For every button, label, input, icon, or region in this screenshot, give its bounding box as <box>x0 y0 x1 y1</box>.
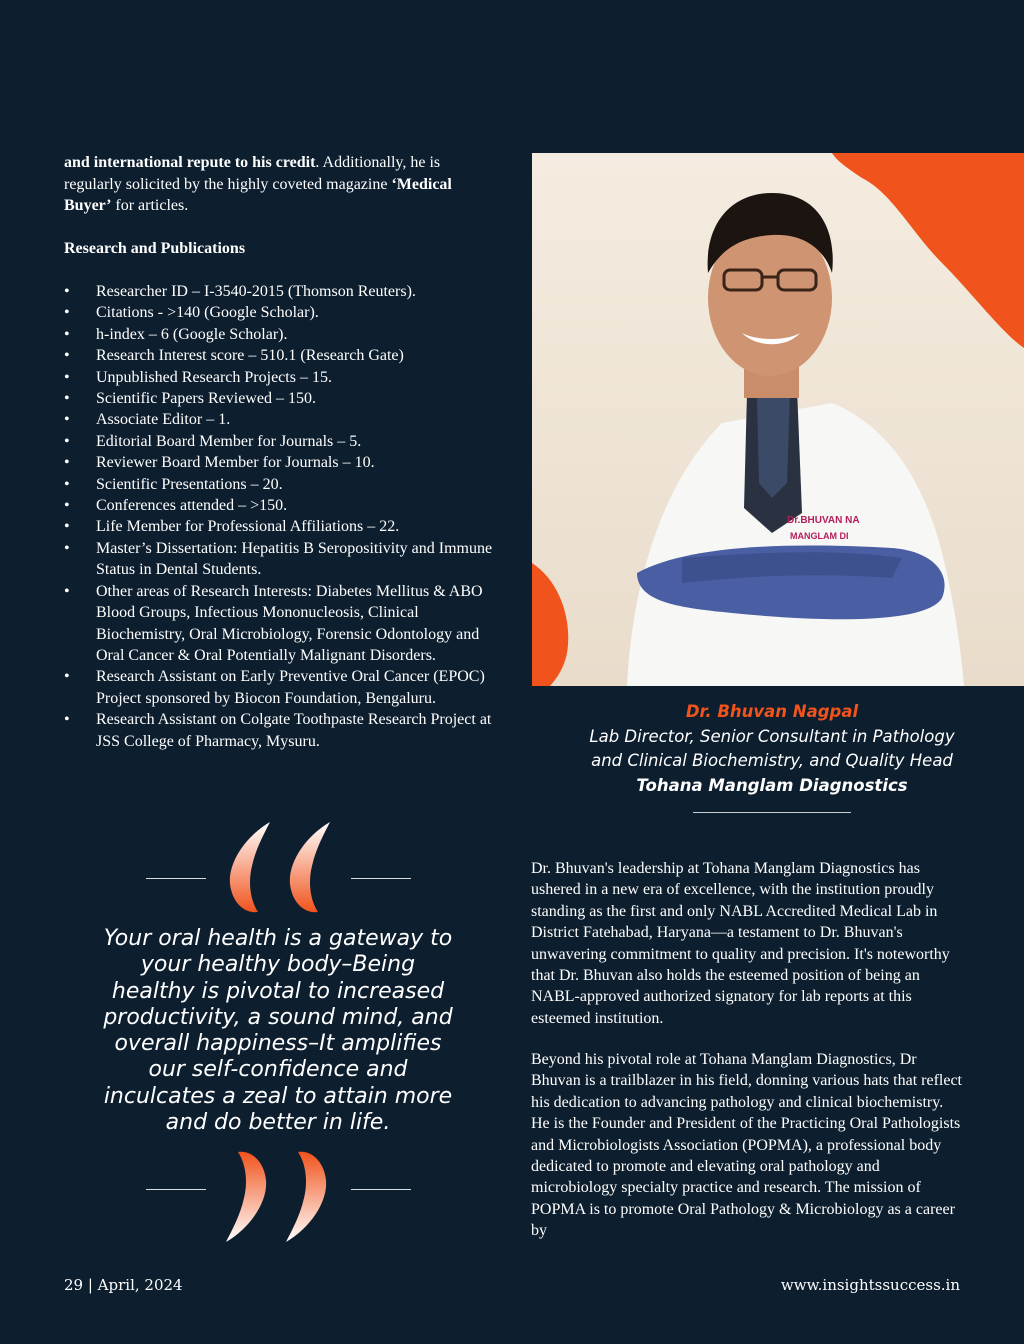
research-item-text: Research Interest score – 510.1 (Research Gate) <box>96 347 404 365</box>
research-item-text: Scientific Papers Reviewed – 150. <box>96 390 316 408</box>
research-list-item <box>64 409 494 430</box>
research-list-item <box>64 324 494 345</box>
research-list-item <box>64 367 494 388</box>
intro-text-2: for articles. <box>111 197 189 214</box>
bullet-icon: • <box>64 518 70 536</box>
research-item-text: Research Assistant on Colgate Toothpaste Research Project at JSS College of Pharmacy, Mysuru. <box>96 711 492 750</box>
research-list-item <box>64 302 494 323</box>
quote-rule-bottom-left <box>146 1189 206 1190</box>
bullet-icon: • <box>64 325 70 343</box>
bullet-icon: • <box>64 668 70 686</box>
research-item-text: Researcher ID – I-3540-2015 (Thomson Reuters). <box>96 283 416 300</box>
research-list-item <box>64 474 494 495</box>
research-list-item <box>64 345 494 366</box>
research-item-text: Research Assistant on Early Preventive Oral Cancer (EPOC) Project sponsored by Biocon Foundation, Bengaluru. <box>96 668 485 707</box>
research-list <box>64 281 494 752</box>
caption-divider <box>693 812 851 813</box>
research-list-item <box>64 388 494 409</box>
research-list-item <box>64 666 494 709</box>
research-item-text: Citations - >140 (Google Scholar). <box>96 304 319 322</box>
website-link[interactable]: www.insightssuccess.in <box>780 1276 960 1294</box>
research-list-item <box>64 281 494 302</box>
research-item-text: Reviewer Board Member for Journals – 10. <box>96 454 375 472</box>
intro-bold-lead: and international repute to his credit <box>64 154 316 171</box>
research-item-text: Life Member for Professional Affiliations – 22. <box>96 518 400 536</box>
bullet-icon: • <box>64 411 70 429</box>
bullet-icon: • <box>64 283 70 300</box>
caption-title-line-1: Lab Director, Senior Consultant in Pathology <box>589 726 955 746</box>
coat-text-1: Dr.BHUVAN NA <box>787 515 860 526</box>
body-paragraph-1: Dr. Bhuvan's leadership at Tohana Manglam Diagnostics has ushered in a new era of excellence, with the institution proudly standing as the first and only NABL Accredited Medical Lab in District Fatehabad, Haryana—a testament to Dr. Bhuvan's unwavering commitment to quality and precision. It's noteworthy that Dr. Bhuvan also holds the esteemed position of being an NABL-approved authorized signatory for lab reports at this esteemed institution. <box>531 860 950 1027</box>
research-list-item <box>64 538 494 581</box>
caption-name: Dr. Bhuvan Nagpal <box>685 702 859 721</box>
research-item-text: Other areas of Research Interests: Diabetes Mellitus & ABO Blood Groups, Infectious Mononucleosis, Clinical Biochemistry, Oral Microbiology, Forensic Odontology and Oral Cancer & Oral Potentially Malignant Disorders. <box>96 582 483 664</box>
portrait-photo <box>532 153 1024 686</box>
intro-paragraph <box>64 152 494 217</box>
research-list-item <box>64 581 494 667</box>
quote-rule-bottom-right <box>351 1189 411 1190</box>
research-item-text: Conferences attended – >150. <box>96 497 288 515</box>
portrait-illustration <box>532 153 1024 686</box>
bullet-icon: • <box>64 304 70 322</box>
research-item-text: h-index – 6 (Google Scholar). <box>96 325 288 343</box>
research-list-item <box>64 516 494 537</box>
page-info: 29 | April, 2024 <box>64 1276 183 1294</box>
magazine-name: ‘Medical Buyer’ <box>64 175 452 214</box>
research-item-text: Editorial Board Member for Journals – 5. <box>96 432 362 450</box>
research-heading: Research and Publications <box>64 240 246 257</box>
body-paragraph-2: Beyond his pivotal role at Tohana Manglam Diagnostics, Dr Bhuvan is a trailblazer in his field, donning various hats that reflect his dedication to advancing pathology and clinical biochemistry. He is the Founder and President of the Practicing Oral Pathologists and Microbiologists Association (POPMA), a professional body dedicated to promote and elevating oral pathology and microbiology specialty practice and research. The mission of POPMA is to promote Oral Pathology & Microbiology as a career by <box>531 1051 962 1240</box>
research-list-item <box>64 452 494 473</box>
caption-title-line-2: and Clinical Biochemistry, and Quality Head <box>591 751 953 770</box>
bullet-icon: • <box>64 432 70 450</box>
bullet-icon: • <box>64 347 70 365</box>
bullet-icon: • <box>64 475 70 493</box>
open-quote-icon <box>218 818 338 918</box>
bullet-icon: • <box>64 711 70 729</box>
research-list-item <box>64 431 494 452</box>
research-item-text: Associate Editor – 1. <box>96 411 231 429</box>
close-quote-icon <box>218 1146 338 1246</box>
quote-rule-top-right <box>351 878 411 879</box>
bullet-icon: • <box>64 582 70 600</box>
research-list-item <box>64 709 494 752</box>
intro-text-1: . Additionally, he is regularly solicited by the highly coveted magazine <box>64 154 441 193</box>
bullet-icon: • <box>64 497 70 515</box>
bullet-icon: • <box>64 390 70 408</box>
research-item-text: Unpublished Research Projects – 15. <box>96 368 332 386</box>
pull-quote: Your oral health is a gateway to your healthy body–Being healthy is pivotal to increased productivity, a sound mind, and overall happiness–It amplifies our self-confidence and inculcates a zeal to attain more and do better in life. <box>103 926 453 1136</box>
bullet-icon: • <box>64 539 70 557</box>
research-item-text: Master’s Dissertation: Hepatitis B Seropositivity and Immune Status in Dental Students. <box>96 539 493 579</box>
research-item-text: Scientific Presentations – 20. <box>96 475 283 493</box>
coat-text-2: MANGLAM DI <box>790 531 849 541</box>
research-list-item <box>64 495 494 516</box>
caption-organization: Tohana Manglam Diagnostics <box>636 775 908 795</box>
quote-rule-top-left <box>146 878 206 879</box>
bullet-icon: • <box>64 454 70 472</box>
bullet-icon: • <box>64 368 70 386</box>
photo-caption <box>532 700 1012 798</box>
